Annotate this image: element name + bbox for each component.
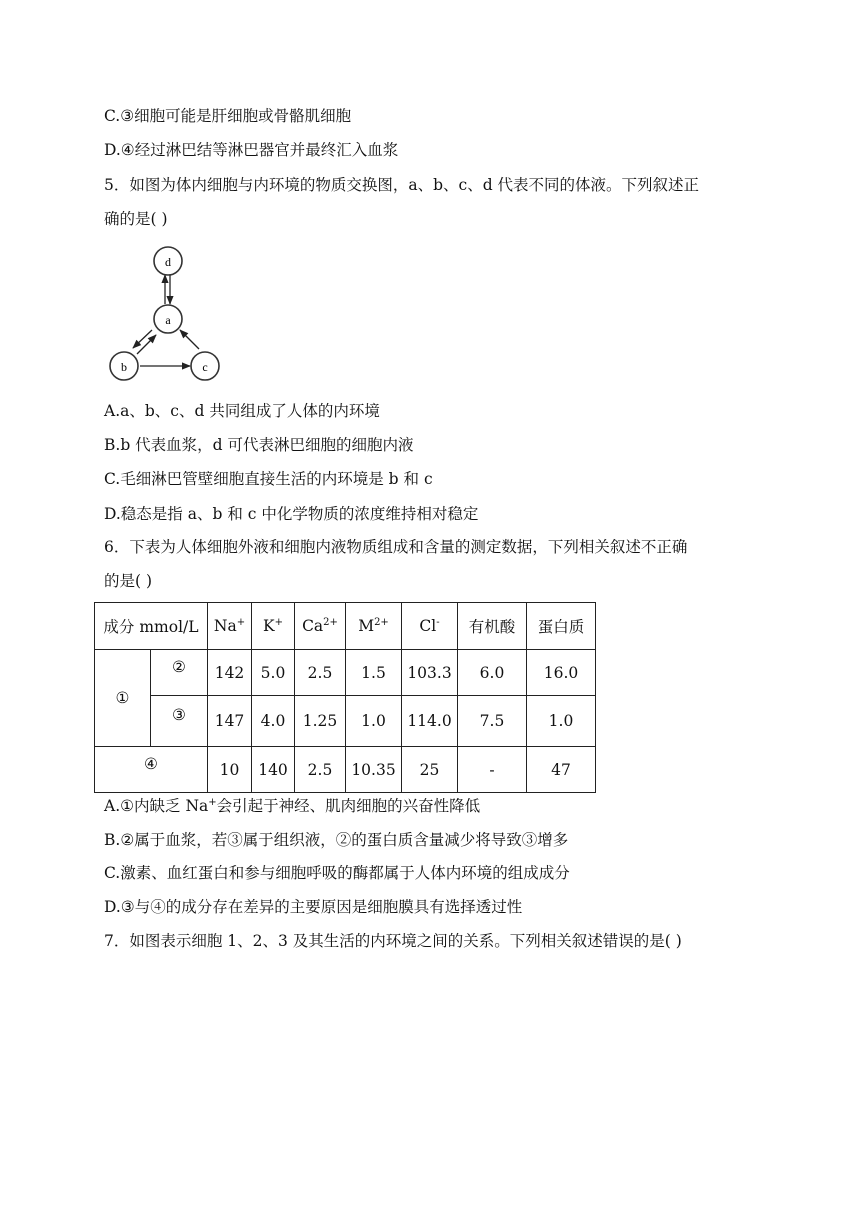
table-cell: 7.5 — [458, 696, 527, 747]
header-label: 成分 mmol/L — [95, 603, 208, 650]
header-m: $M^{2+}$ — [346, 603, 402, 650]
body-fluid-exchange-diagram — [102, 242, 226, 386]
table-cell: 10.35 — [346, 747, 402, 793]
table-cell: 25 — [402, 747, 458, 793]
table-header-row — [95, 603, 596, 650]
node-a — [154, 305, 182, 333]
node-c — [191, 352, 219, 380]
svg-text:b: b — [121, 360, 127, 374]
q6-option-a: A.①内缺乏 Na+会引起于神经、肌肉细胞的兴奋性降低 — [104, 797, 481, 815]
q6-option-b: B.②属于血浆，若③属于组织液，②的蛋白质含量减少将导致③增多 — [104, 831, 569, 849]
table-cell: 4.0 — [252, 696, 295, 747]
row-label: ④ — [95, 747, 208, 793]
node-d — [154, 247, 182, 275]
table-cell: 140 — [252, 747, 295, 793]
q5-option-c: C.毛细淋巴管壁细胞直接生活的内环境是 b 和 c — [104, 470, 433, 488]
arrow-c-to-a — [180, 330, 199, 349]
table-row — [95, 747, 596, 793]
table-cell: 6.0 — [458, 650, 527, 696]
table-cell: 2.5 — [295, 747, 346, 793]
q6-option-c: C.激素、血红蛋白和参与细胞呼吸的酶都属于人体内环境的组成成分 — [104, 864, 570, 882]
svg-text:a: a — [165, 313, 171, 327]
header-na: Na+ — [208, 603, 252, 650]
q4-option-d: D.④经过淋巴结等淋巴器官并最终汇入血浆 — [104, 141, 399, 159]
q5-option-d: D.稳态是指 a、b 和 c 中化学物质的浓度维持相对稳定 — [104, 505, 479, 523]
table-cell: 1.25 — [295, 696, 346, 747]
table-cell: 10 — [208, 747, 252, 793]
table-cell: 147 — [208, 696, 252, 747]
q5-stem-line1: 5．如图为体内细胞与内环境的物质交换图，a、b、c、d 代表不同的体液。下列叙述正 — [104, 176, 700, 194]
table-cell: 1.0 — [527, 696, 596, 747]
header-organic-acid: 有机酸 — [458, 603, 527, 650]
row-label: ② — [151, 650, 208, 696]
arrow-a-to-b — [133, 330, 152, 348]
group-label: ① — [95, 650, 151, 747]
table-cell: 2.5 — [295, 650, 346, 696]
table-cell: 1.5 — [346, 650, 402, 696]
table-cell: 1.0 — [346, 696, 402, 747]
arrow-b-to-a — [137, 335, 156, 354]
q6-stem-line2: 的是( ) — [104, 572, 153, 590]
table-cell: 142 — [208, 650, 252, 696]
table-cell: 114.0 — [402, 696, 458, 747]
row-label: ③ — [151, 696, 208, 747]
header-cl: Cl- — [402, 603, 458, 650]
composition-table — [94, 602, 596, 793]
node-b — [110, 352, 138, 380]
q6-option-d: D.③与④的成分存在差异的主要原因是细胞膜具有选择透过性 — [104, 898, 523, 916]
table-row — [95, 650, 596, 696]
table-row — [95, 696, 596, 747]
q5-option-a: A.a、b、c、d 共同组成了人体的内环境 — [104, 402, 380, 420]
q5-option-b: B.b 代表血浆，d 可代表淋巴细胞的细胞内液 — [104, 436, 414, 454]
svg-text:c: c — [202, 360, 208, 374]
table-cell: 5.0 — [252, 650, 295, 696]
q5-stem-line2: 确的是( ) — [104, 210, 168, 228]
header-protein: 蛋白质 — [527, 603, 596, 650]
table-cell: 103.3 — [402, 650, 458, 696]
q7-stem: 7．如图表示细胞 1、2、3 及其生活的内环境之间的关系。下列相关叙述错误的是( ) — [104, 932, 682, 950]
table-cell: - — [458, 747, 527, 793]
header-ca: $Ca^{2+}$ — [295, 603, 346, 650]
svg-text:d: d — [165, 255, 171, 269]
q4-option-c: C.③细胞可能是肝细胞或骨骼肌细胞 — [104, 107, 352, 125]
table-cell: 47 — [527, 747, 596, 793]
header-k: K+ — [252, 603, 295, 650]
table-cell: 16.0 — [527, 650, 596, 696]
q6-stem-line1: 6．下表为人体细胞外液和细胞内液物质组成和含量的测定数据，下列相关叙述不正确 — [104, 538, 688, 556]
